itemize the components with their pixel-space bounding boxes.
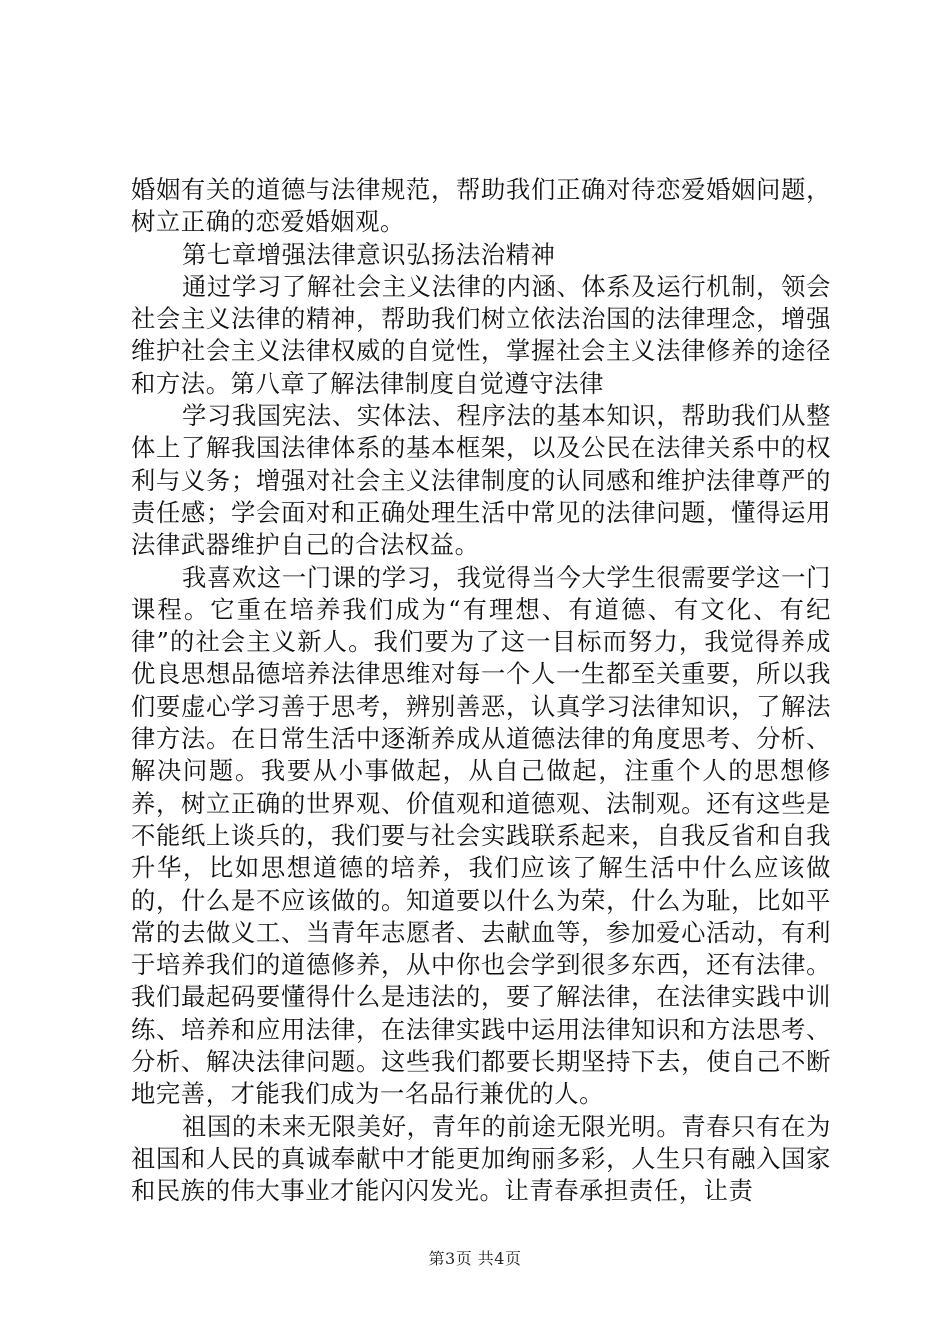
document-body bbox=[131, 174, 831, 1208]
paragraph: 学习我国宪法、实体法、程序法的基本知识，帮助我们从整体上了解我国法律体系的基本框架，以及公民在法律关系中的权利与义务；增强对社会主义法律制度的认同感和维护法律尊严的责任感；学会面对和正确处理生活中常见的法律问题，懂得运用法律武器维护自己的合法权益。 bbox=[131, 401, 831, 560]
paragraph: 通过学习了解社会主义法律的内涵、体系及运行机制，领会社会主义法律的精神，帮助我们树立依法治国的法律理念，增强维护社会主义法律权威的自觉性，掌握社会主义法律修养的途径和方法。第八章了解法律制度自觉遵守法律 bbox=[131, 271, 831, 398]
paragraph: 我喜欢这一门课的学习，我觉得当今大学生很需要学这一门课程。它重在培养我们成为“有理想、有道德、有文化、有纪律”的社会主义新人。我们要为了这一目标而努力，我觉得养成优良思想品德培养法律思维对每一个人一生都至关重要，所以我们要虚心学习善于思考，辨别善恶，认真学习法律知识，了解法律方法。在日常生活中逐渐养成从道德法律的角度思考、分析、解决问题。我要从小事做起，从自己做起，注重个人的思想修养，树立正确的世界观、价值观和道德观、法制观。还有这些是不能纸上谈兵的，我们要与社会实践联系起来，自我反省和自我升华，比如思想道德的培养，我们应该了解生活中什么应该做的，什么是不应该做的。知道要以什么为荣，什么为耻，比如平常的去做义工、当青年志愿者、去献血等，参加爱心活动，有利于培养我们的道德修养，从中你也会学到很多东西，还有法律。我们最起码要懂得什么是违法的，要了解法律，在法律实践中训练、培养和应用法律，在法律实践中运用法律知识和方法思考、分析、解决法律问题。这些我们都要长期坚持下去，使自己不断地完善，才能我们成为一名品行兼优的人。 bbox=[131, 562, 831, 1109]
page-number-footer: 第3页 共4页 bbox=[428, 1249, 522, 1268]
paragraph: 祖国的未来无限美好，青年的前途无限光明。青春只有在为祖国和人民的真诚奉献中才能更加绚丽多彩，人生只有融入国家和民族的伟大事业才能闪闪发光。让青春承担责任，让责 bbox=[131, 1111, 831, 1206]
chapter-heading: 第七章增强法律意识弘扬法治精神 bbox=[182, 239, 556, 269]
paragraph-continuation: 婚姻有关的道德与法律规范，帮助我们正确对待恋爱婚姻问题，树立正确的恋爱婚姻观。 bbox=[131, 175, 831, 237]
